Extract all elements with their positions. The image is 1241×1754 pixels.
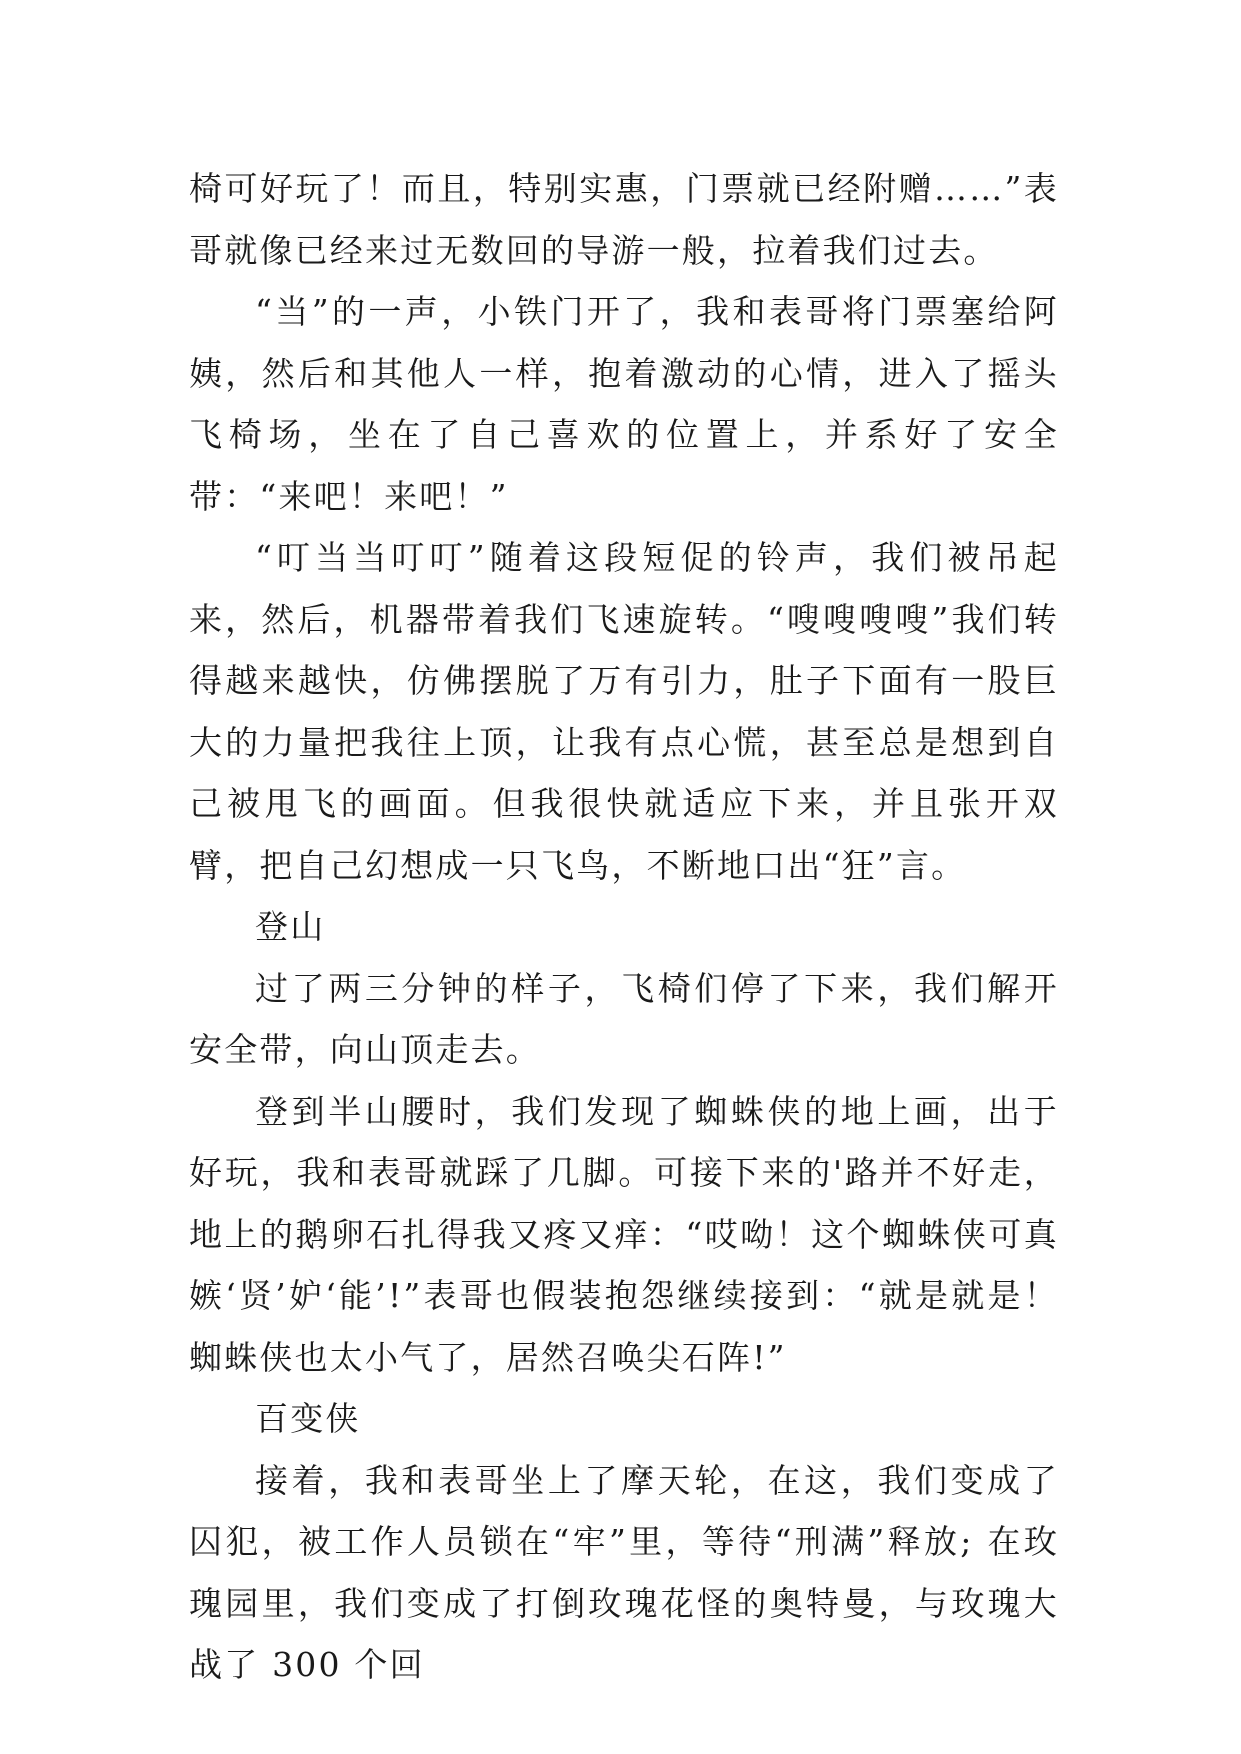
paragraph: “当”的一声，小铁门开了，我和表哥将门票塞给阿姨，然后和其他人一样，抱着激动的心情，进入了摇头飞椅场，坐在了自己喜欢的位置上，并系好了安全带：“来吧！来吧！” (189, 292, 1059, 516)
paragraph: 过了两三分钟的样子，飞椅们停了下来，我们解开安全带，向山顶走去。 (189, 968, 1059, 1069)
document-body (189, 158, 1059, 1696)
paragraph: 椅可好玩了！而且，特别实惠，门票就已经附赠……”表哥就像已经来过无数回的导游一般，拉着我们过去。 (189, 169, 1059, 270)
paragraph: 登到半山腰时，我们发现了蜘蛛侠的地上画，出于好玩，我和表哥就踩了几脚。可接下来的'路并不好走，地上的鹅卵石扎得我又疼又痒：“哎呦！这个蜘蛛侠可真嫉‘贤’妒‘能’!”表哥也假装抱怨继续接到：“就是就是！蜘蛛侠也太小气了，居然召唤尖石阵!” (189, 1091, 1059, 1377)
section-heading: 百变侠 (255, 1399, 361, 1438)
paragraph: “叮当当叮叮”随着这段短促的铃声，我们被吊起来，然后，机器带着我们飞速旋转。“嗖嗖嗖嗖”我们转得越来越快，仿佛摆脱了万有引力，肚子下面有一股巨大的力量把我往上顶，让我有点心慌，甚至总是想到自己被甩飞的画面。但我很快就适应下来，并且张开双臂，把自己幻想成一只飞鸟，不断地口出“狂”言。 (189, 538, 1059, 885)
section-heading: 登山 (255, 907, 326, 946)
paragraph: 接着，我和表哥坐上了摩天轮，在这，我们变成了囚犯，被工作人员锁在“牢”里，等待“刑满”释放; 在玫瑰园里，我们变成了打倒玫瑰花怪的奥特曼，与玫瑰大战了 300 个回 (189, 1460, 1059, 1684)
